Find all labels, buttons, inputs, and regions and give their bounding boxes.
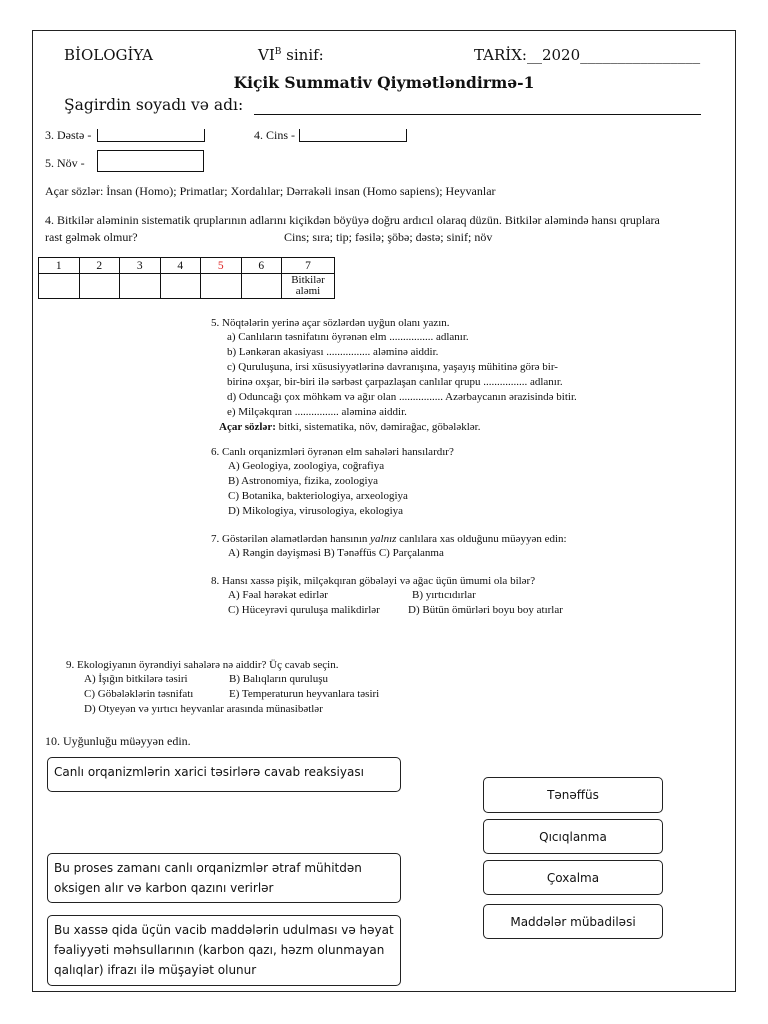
nov-label: 5. Növ - [45,156,85,170]
q5-item-d: d) Oduncağı çox möhkəm və ağır olan ................ Azərbaycanın ərazisində bitir. [227,391,577,403]
q4-last-cell [282,274,335,299]
q9-option-c: C) Göbələklərin təsnifatı [84,688,194,700]
q10-right-card-tenaffus[interactable]: Tənəffüs [483,777,663,813]
q9-option-a: A) İşığın bitkilərə təsiri [84,673,188,685]
q4-header-4: 4 [160,258,201,274]
student-name-field[interactable] [254,114,701,115]
q4-header-7: 7 [282,258,335,274]
grade-prefix: VI [258,46,275,64]
q7-title-a: 7. Göstərilən əlamətlərdən hansının [211,533,371,545]
q8-option-c: C) Hüceyrəvi quruluşa malikdirlər [228,604,380,616]
nov-field[interactable] [97,150,204,172]
q5-item-c: c) Quruluşuna, irsi xüsusiyyətlərinə davranışına, yaşayış mühitinə görə bir- [227,361,558,373]
grade-sup: B [274,47,282,57]
q7-title [211,532,567,547]
q5-item-b: b) Lənkəran akasiyası ................ aləminə aiddir. [227,346,439,358]
q5-keywords-label: Açar sözlər: [219,421,276,433]
cins-label: 4. Cins - [254,128,296,142]
deste-label: 3. Dəstə - [45,128,92,142]
q6-title: 6. Canlı orqanizmləri öyrənən elm sahələri hansılardır? [211,446,454,458]
q6-option-b: B) Astronomiya, fizika, zoologiya [228,475,378,487]
q5-item-e: e) Milçəkqıran ................ aləminə aiddir. [227,406,407,418]
q4-table [38,257,335,299]
q8-option-a: A) Fəal hərəkət edirlər [228,589,328,601]
grade-label [258,46,324,64]
q4-answer-cell[interactable] [160,274,201,299]
deste-field[interactable] [97,129,205,142]
q4-header-1: 1 [39,258,80,274]
q4-answer-cell[interactable] [39,274,80,299]
q10-left-card-2[interactable]: Bu proses zamanı canlı orqanizmlər ətraf mühitdən oksigen alır və karbon qazını verirlər [47,853,401,903]
q4-answer-cell[interactable] [120,274,161,299]
q9-option-b: B) Balıqların quruluşu [229,673,328,685]
q4-line1: 4. Bitkilər aləminin sistematik qruplarının adlarını kiçikdən böyüyə doğru ardıcıl olaraq düzün. Bitkilər aləmində hansı qruplara [45,213,660,227]
q10-right-card-qiciqlanma[interactable]: Qıcıqlanma [483,819,663,854]
q4-last-cell-line2: aləmi [295,285,321,297]
q8-option-d: D) Bütün ömürləri boyu boy atırlar [408,604,563,616]
q6-option-a: A) Geologiya, zoologiya, coğrafiya [228,460,385,472]
q5-item-a: a) Canlıların təsnifatını öyrənən elm ................ adlanır. [227,331,469,343]
grade-suffix: sinif: [281,46,324,64]
q4-header-5: 5 [201,258,242,274]
cins-field[interactable] [299,129,407,142]
q10-right-card-coxalma[interactable]: Çoxalma [483,860,663,895]
q8-option-b: B) yırtıcıdırlar [412,589,476,601]
q10-right-card-maddeler[interactable]: Maddələr mübadiləsi [483,904,663,939]
q10-left-card-3[interactable]: Bu xassə qida üçün vacib maddələrin udulması və həyat fəaliyyəti məhsullarının (karbon qazı, həzm olunmayan qalıqlar) ifrazı ilə müşayiət olunur [47,915,401,986]
page-title: Kiçik Summativ Qiymətləndirmə-1 [233,73,535,92]
q7-title-italic: yalnız [370,533,397,545]
q6-option-c: C) Botanika, bakteriologiya, arxeologiya [228,490,408,502]
q9-option-e: E) Temperaturun heyvanlara təsiri [229,688,380,700]
q10-title: 10. Uyğunluğu müəyyən edin. [45,734,191,748]
q10-left-card-1[interactable]: Canlı orqanizmlərin xarici təsirlərə cavab reaksiyası [47,757,401,792]
date-label: TARİX:__2020________________ [474,46,701,64]
q4-line2a: rast gəlmək olmur? [45,230,138,244]
q8-title: 8. Hansı xassə pişik, milçəkqıran göbələyi və ağac üçün ümumi ola bilər? [211,575,536,587]
q9-title: 9. Ekologiyanın öyrəndiyi sahələrə nə aiddir? Üç cavab seçin. [66,659,339,671]
q4-answer-cell[interactable] [79,274,120,299]
q5-keywords [219,420,481,435]
q5-title: 5. Nöqtələrin yerinə açar sözlərdən uyğun olanı yazın. [211,317,450,329]
q4-answer-cell[interactable] [241,274,282,299]
q5-keywords-text: bitki, sistematika, növ, dəmirağac, göbələklər. [275,421,481,433]
q4-last-cell-line1: Bitkilər [291,274,325,286]
q6-option-d: D) Mikologiya, virusologiya, ekologiya [228,505,404,517]
q4-line2b: Cins; sıra; tip; fəsilə; şöbə; dəstə; sinif; növ [284,230,493,244]
q4-header-3: 3 [120,258,161,274]
student-name-label: Şagirdin soyadı və adı: [64,96,244,114]
subject-label: BİOLOGİYA [64,46,153,64]
q7-options: A) Rəngin dəyişməsi B) Tənəffüs C) Parçalanma [228,547,444,559]
q5-item-c-cont: birinə oxşar, bir-biri ilə sərbəst çarpazlaşan canlılar qrupu ................ adlanır. [227,376,563,388]
q9-option-d: D) Otyeyən və yırtıcı heyvanlar arasında münasibətlər [84,703,323,715]
q7-title-b: canlılara xas olduğunu müəyyən edin: [396,533,567,545]
q4-header-2: 2 [79,258,120,274]
q4-answer-cell[interactable] [201,274,242,299]
q4-header-6: 6 [241,258,282,274]
keywords-line: Açar sözlər: İnsan (Homo); Primatlar; Xordalılar; Dərrakəli insan (Homo sapiens); Heyvanlar [45,184,496,198]
